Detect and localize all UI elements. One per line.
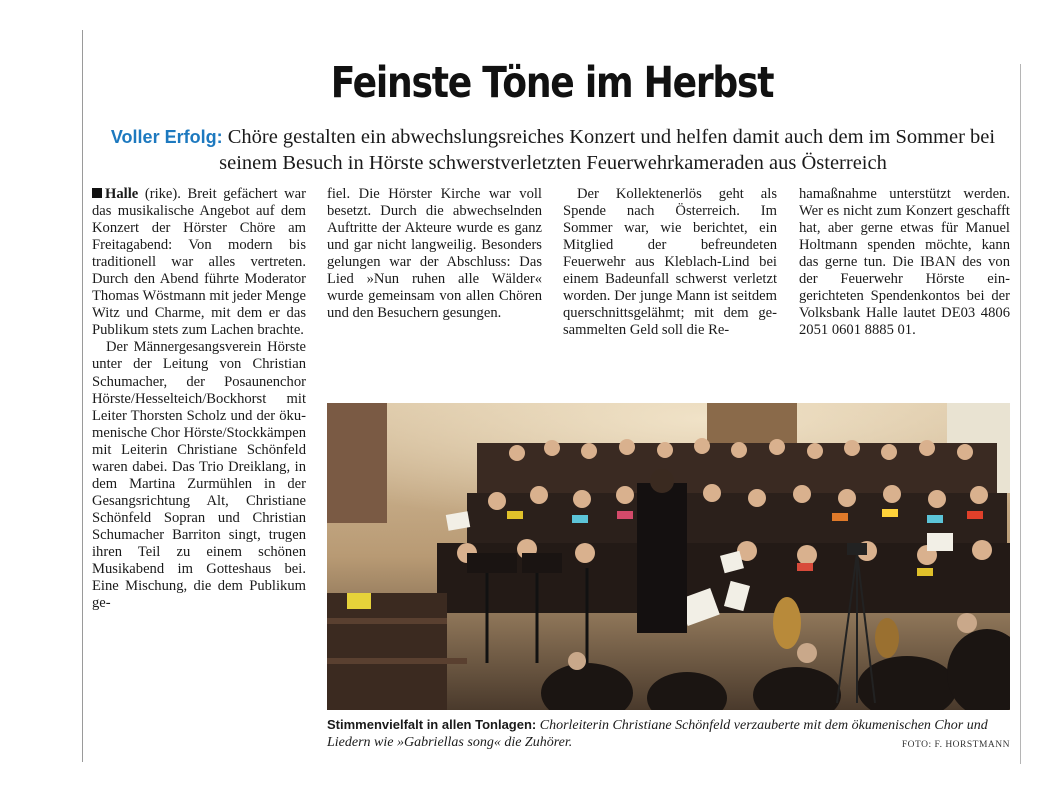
caption-lead: Stimmenvielfalt in allen Tonlagen: bbox=[327, 717, 537, 732]
left-column-rule bbox=[82, 30, 83, 762]
article-headline: Feinste Töne im Herbst bbox=[330, 58, 774, 108]
kicker: Voller Erfolg: bbox=[110, 127, 223, 147]
dateline-marker-icon bbox=[92, 188, 102, 198]
right-column-rule bbox=[1020, 64, 1021, 764]
article-column-1 bbox=[92, 186, 306, 612]
subheadline-text: Chöre gestalten ein abwechslungsreiches Konzert und helfen damit auch dem im Sommer bei seinem Besuch in Hörste schwerstverletzten Feuerwehrkameraden aus Österreich bbox=[219, 126, 996, 174]
article-column-3 bbox=[563, 186, 777, 339]
paragraph: Der Kollektenerlös geht als Spende nach Österreich. Im Sommer war, wie berichtet, ein Mitglied der befreundeten Feuerwehr aus Kleblach-Lind bei einem Badeunfall schwerst verletzt worden. Der junge Mann ist seitdem querschnittsgelähmt; mit dem gesammelten Geld soll die Re- bbox=[563, 186, 777, 339]
paragraph-text: (rike). Breit gefächert war das musikalische Angebot auf dem Konzert der Hörster Chöre am Freitagabend: Von modern bis traditionell war alles vertreten. Durch den Abend führte Moderator Thomas Wöstmann mit jeder Menge Witz und Charme, mit dem er das Publikum stets zum Lachen brachte. bbox=[92, 186, 306, 339]
article-column-2 bbox=[327, 186, 542, 322]
paragraph: Der Männergesangsverein Hörste unter der Leitung von Christian Schumacher, der Posaunenchor Hörste/Hesselteich/Bockhorst mit Leiter Thorsten Scholz und der ökumenische Chor Hörste/Stockkämpen mit Leiterin Christiane Schönfeld waren dabei. Das Trio Dreiklang, in dem Martina Zurmühlen in der Gesangsrichtung Alt, Christiane Schönfeld Sopran und Christian Schumacher Barriton singt, trugen ihren Teil zu einem schönen Musikabend im Gotteshaus bei. Eine Mischung, die dem Publikum ge- bbox=[92, 339, 306, 612]
dateline: Halle bbox=[105, 186, 139, 202]
paragraph: hamaßnahme unterstützt werden. Wer es nicht zum Konzert geschafft hat, aber gerne etwas für Manuel Holtmann spenden möchte, kann das gerne tun. Die IBAN des von der Feuerwehr Hörste eingerichteten Spendenkontos bei der Volksbank Halle lautet DE03 4806 2051 0601 8885 01. bbox=[799, 186, 1010, 339]
photo-credit: FOTO: F. HORSTMANN bbox=[901, 740, 1010, 750]
paragraph bbox=[92, 186, 306, 339]
paragraph: fiel. Die Hörster Kirche war voll besetzt. Durch die abwechselnden Auftritte der Akteure wurde es ganz und gar nicht langweilig. Besonders gelungen war der Abschluss: Das Lied »Nun ruhen alle Wälder« wurde gemeinsam von allen Chören und den Besuchern gesungen. bbox=[327, 186, 542, 322]
article-subheadline bbox=[88, 124, 1018, 176]
concert-photo bbox=[327, 403, 1010, 710]
article-column-4 bbox=[799, 186, 1010, 339]
caption-text: Chorleiterin Christiane Schönfeld verzauberte mit dem ökumenischen Chor und Liedern wie »Gabriellas song« die Zuhörer. bbox=[327, 718, 988, 750]
